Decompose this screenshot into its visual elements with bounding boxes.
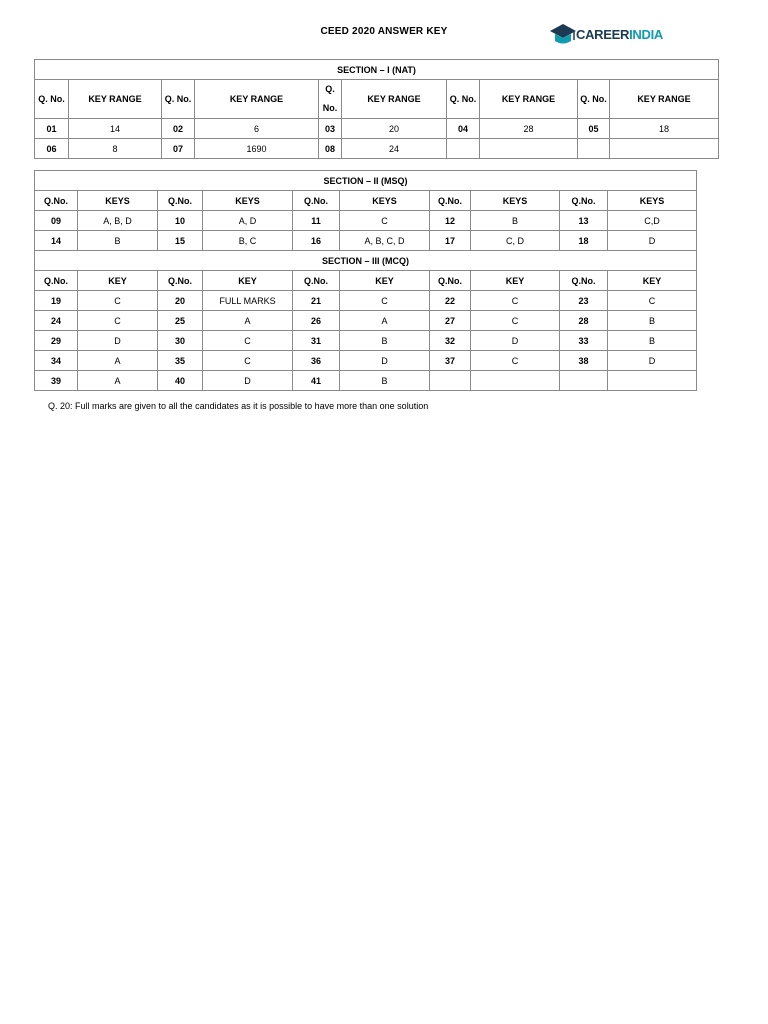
mcq-question-number: 25 — [158, 311, 203, 331]
mcq-question-number: 31 — [293, 331, 340, 351]
msq-answer-key: B — [471, 211, 560, 231]
mcq-question-number: 24 — [35, 311, 78, 331]
graduation-cap-icon — [548, 20, 578, 50]
msq-question-header: Q.No. — [560, 191, 608, 211]
mcq-key-header: KEY — [203, 271, 293, 291]
msq-question-number: 13 — [560, 211, 608, 231]
msq-answer-key: A, B, D — [78, 211, 158, 231]
mcq-answer-key: C — [340, 291, 430, 311]
nat-section-title: SECTION – I (NAT) — [35, 60, 719, 80]
msq-answer-key: D — [608, 231, 697, 251]
mcq-question-header: Q.No. — [293, 271, 340, 291]
nat-question-header: Q. No. — [162, 80, 195, 119]
mcq-answer-key: A — [203, 311, 293, 331]
mcq-answer-key: C — [78, 311, 158, 331]
msq-question-number: 18 — [560, 231, 608, 251]
msq-question-header: Q.No. — [158, 191, 203, 211]
msq-answer-key: B, C — [203, 231, 293, 251]
mcq-answer-key — [608, 371, 697, 391]
msq-key-header: KEYS — [340, 191, 430, 211]
nat-answer-key — [610, 139, 719, 159]
nat-answer-key: 18 — [610, 119, 719, 139]
mcq-question-number: 41 — [293, 371, 340, 391]
mcq-question-number — [430, 371, 471, 391]
footnote: Q. 20: Full marks are given to all the candidates as it is possible to have more than one solution — [48, 401, 429, 411]
mcq-answer-key — [471, 371, 560, 391]
mcq-answer-key: B — [340, 331, 430, 351]
msq-question-number: 11 — [293, 211, 340, 231]
msq-answer-key: B — [78, 231, 158, 251]
mcq-question-number: 21 — [293, 291, 340, 311]
mcq-answer-key: D — [78, 331, 158, 351]
nat-key-header: KEY RANGE — [342, 80, 447, 119]
msq-key-header: KEYS — [203, 191, 293, 211]
mcq-question-number: 38 — [560, 351, 608, 371]
nat-question-header: Q. No. — [447, 80, 480, 119]
msq-answer-key: A, B, C, D — [340, 231, 430, 251]
mcq-question-number: 37 — [430, 351, 471, 371]
mcq-table-row — [35, 291, 697, 311]
msq-key-header: KEYS — [608, 191, 697, 211]
mcq-answer-key: D — [471, 331, 560, 351]
mcq-answer-key: C — [78, 291, 158, 311]
mcq-question-header: Q.No. — [35, 271, 78, 291]
nat-key-header: KEY RANGE — [610, 80, 719, 119]
logo-text-india: INDIA — [629, 27, 663, 42]
nat-header-row — [35, 80, 719, 119]
nat-answer-key: 28 — [480, 119, 578, 139]
nat-table-row — [35, 139, 719, 159]
mcq-question-number — [560, 371, 608, 391]
mcq-key-header: KEY — [471, 271, 560, 291]
mcq-question-header: Q.No. — [560, 271, 608, 291]
mcq-question-number: 39 — [35, 371, 78, 391]
msq-key-header: KEYS — [78, 191, 158, 211]
msq-question-number: 14 — [35, 231, 78, 251]
nat-question-header: Q. No. — [578, 80, 610, 119]
mcq-question-number: 22 — [430, 291, 471, 311]
mcq-question-number: 20 — [158, 291, 203, 311]
nat-section-row — [35, 60, 719, 80]
mcq-question-number: 29 — [35, 331, 78, 351]
mcq-question-number: 30 — [158, 331, 203, 351]
mcq-question-number: 26 — [293, 311, 340, 331]
nat-answer-table — [34, 59, 719, 159]
nat-question-header: Q. No. — [319, 80, 342, 119]
mcq-question-number: 32 — [430, 331, 471, 351]
nat-key-header: KEY RANGE — [195, 80, 319, 119]
msq-answer-key: C — [340, 211, 430, 231]
nat-answer-key: 8 — [69, 139, 162, 159]
nat-answer-key: 6 — [195, 119, 319, 139]
mcq-answer-key: A — [340, 311, 430, 331]
mcq-answer-key: C — [471, 351, 560, 371]
mcq-question-number: 33 — [560, 331, 608, 351]
nat-question-number: 05 — [578, 119, 610, 139]
msq-key-header: KEYS — [471, 191, 560, 211]
mcq-answer-key: D — [203, 371, 293, 391]
mcq-answer-key: C — [471, 291, 560, 311]
mcq-table-row — [35, 351, 697, 371]
mcq-answer-key: D — [340, 351, 430, 371]
msq-table-row — [35, 211, 697, 231]
mcq-table-row — [35, 331, 697, 351]
mcq-answer-key: B — [608, 311, 697, 331]
mcq-question-header: Q.No. — [430, 271, 471, 291]
nat-table-row — [35, 119, 719, 139]
msq-section-title: SECTION – II (MSQ) — [35, 171, 697, 191]
mcq-key-header: KEY — [78, 271, 158, 291]
mcq-key-header: KEY — [340, 271, 430, 291]
mcq-answer-key: A — [78, 371, 158, 391]
mcq-section-row — [35, 251, 697, 271]
mcq-question-number: 35 — [158, 351, 203, 371]
mcq-question-number: 23 — [560, 291, 608, 311]
nat-answer-key: 20 — [342, 119, 447, 139]
msq-answer-key: C, D — [471, 231, 560, 251]
mcq-table-row — [35, 311, 697, 331]
msq-answer-key: A, D — [203, 211, 293, 231]
mcq-answer-key: C — [203, 331, 293, 351]
mcq-question-number: 28 — [560, 311, 608, 331]
mcq-answer-key: FULL MARKS — [203, 291, 293, 311]
nat-answer-key: 1690 — [195, 139, 319, 159]
mcq-answer-key: C — [203, 351, 293, 371]
nat-key-header: KEY RANGE — [69, 80, 162, 119]
mcq-question-number: 36 — [293, 351, 340, 371]
mcq-question-number: 34 — [35, 351, 78, 371]
mcq-section-title: SECTION – III (MCQ) — [35, 251, 697, 271]
mcq-answer-key: C — [608, 291, 697, 311]
mcq-header-row — [35, 271, 697, 291]
msq-question-header: Q.No. — [293, 191, 340, 211]
mcq-question-number: 27 — [430, 311, 471, 331]
page-title: CEED 2020 ANSWER KEY — [320, 26, 448, 37]
nat-answer-key — [480, 139, 578, 159]
nat-question-number: 01 — [35, 119, 69, 139]
nat-answer-key: 24 — [342, 139, 447, 159]
nat-question-number: 04 — [447, 119, 480, 139]
nat-key-header: KEY RANGE — [480, 80, 578, 119]
nat-question-number — [447, 139, 480, 159]
msq-question-number: 15 — [158, 231, 203, 251]
mcq-key-header: KEY — [608, 271, 697, 291]
msq-section-row — [35, 171, 697, 191]
msq-header-row — [35, 191, 697, 211]
nat-question-number: 07 — [162, 139, 195, 159]
msq-mcq-answer-table — [34, 170, 697, 391]
nat-question-number — [578, 139, 610, 159]
mcq-table-row — [35, 371, 697, 391]
mcq-answer-key: B — [340, 371, 430, 391]
msq-answer-key: C,D — [608, 211, 697, 231]
nat-question-number: 02 — [162, 119, 195, 139]
mcq-answer-key: D — [608, 351, 697, 371]
msq-question-header: Q.No. — [430, 191, 471, 211]
msq-question-header: Q.No. — [35, 191, 78, 211]
mcq-answer-key: C — [471, 311, 560, 331]
logo-wordmark — [576, 27, 663, 42]
mcq-question-header: Q.No. — [158, 271, 203, 291]
mcq-question-number: 40 — [158, 371, 203, 391]
msq-question-number: 17 — [430, 231, 471, 251]
msq-table-row — [35, 231, 697, 251]
nat-question-number: 08 — [319, 139, 342, 159]
nat-question-number: 03 — [319, 119, 342, 139]
nat-answer-key: 14 — [69, 119, 162, 139]
msq-question-number: 09 — [35, 211, 78, 231]
mcq-question-number: 19 — [35, 291, 78, 311]
mcq-answer-key: B — [608, 331, 697, 351]
mcq-answer-key: A — [78, 351, 158, 371]
logo-text-career: CAREER — [576, 27, 630, 42]
msq-question-number: 12 — [430, 211, 471, 231]
nat-question-number: 06 — [35, 139, 69, 159]
nat-question-header: Q. No. — [35, 80, 69, 119]
msq-question-number: 16 — [293, 231, 340, 251]
msq-question-number: 10 — [158, 211, 203, 231]
